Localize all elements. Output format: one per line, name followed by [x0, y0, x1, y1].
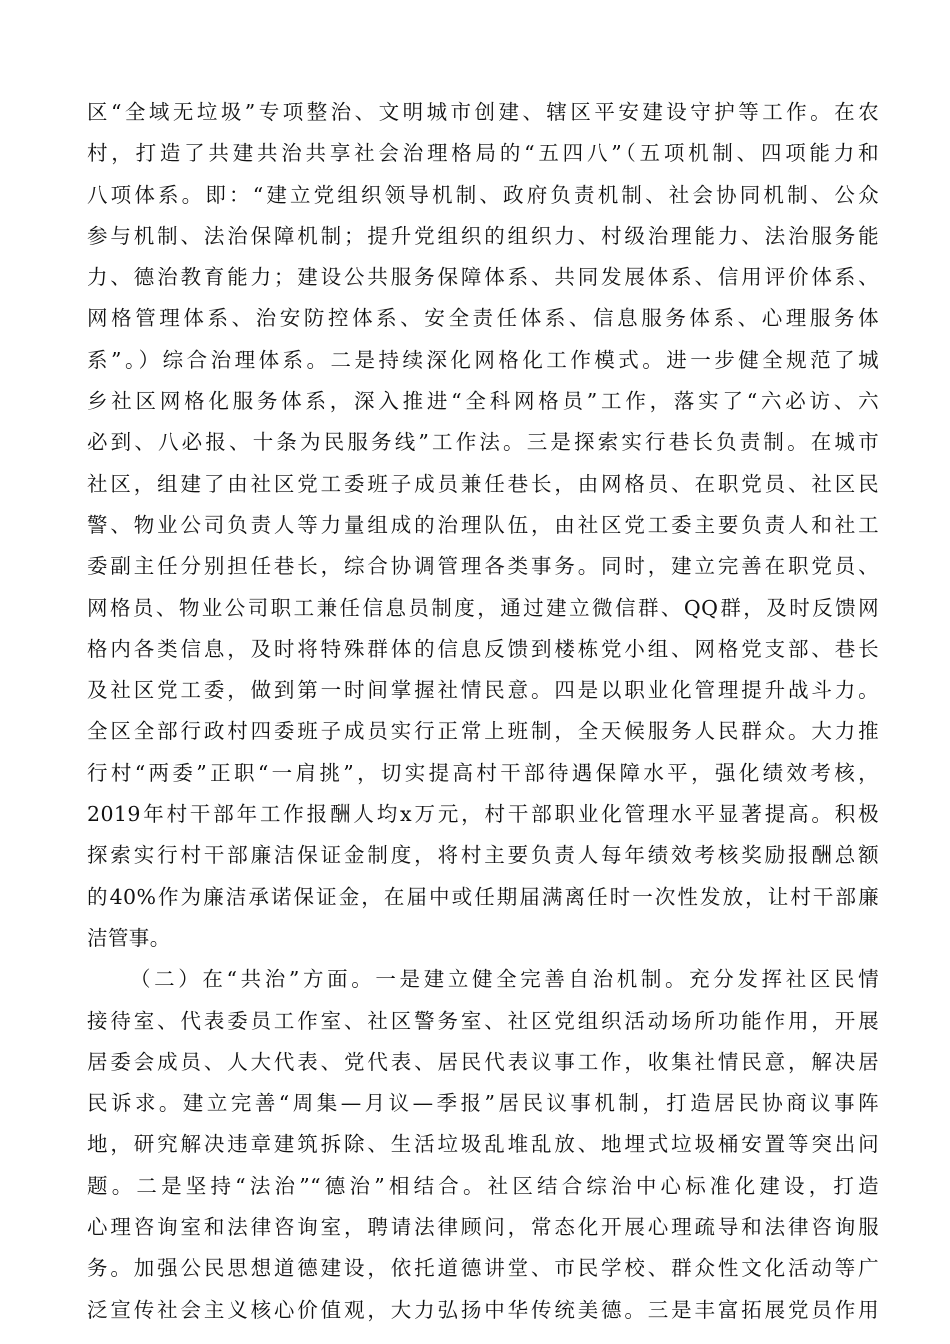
text-line: 民诉求。建立完善“周集—月议—季报”居民议事机制，打造居民协商议事阵 [87, 1091, 879, 1116]
text-line: 格内各类信息，及时将特殊群体的信息反馈到楼栋党小组、网格党支部、巷长 [87, 636, 879, 661]
text-line: 居委会成员、人大代表、党代表、居民代表议事工作，收集社情民意，解决居 [87, 1049, 879, 1074]
text-line: 题。二是坚持“法治”“德治”相结合。社区结合综治中心标准化建设，打造 [87, 1173, 879, 1198]
text-line: 八项体系。即：“建立党组织领导机制、政府负责机制、社会协同机制、公众 [87, 182, 879, 207]
text-line: （二）在“共治”方面。一是建立健全完善自治机制。充分发挥社区民情 [130, 967, 879, 992]
text-line: 泛宣传社会主义核心价值观，大力弘扬中华传统美德。三是丰富拓展党员作用 [87, 1297, 879, 1322]
text-line: 社区，组建了由社区党工委班子成员兼任巷长，由网格员、在职党员、社区民 [87, 471, 879, 496]
text-line: 全区全部行政村四委班子成员实行正常上班制，全天候服务人民群众。大力推 [87, 719, 879, 744]
text-line: 系”。）综合治理体系。二是持续深化网格化工作模式。进一步健全规范了城 [87, 347, 879, 372]
text-line: 村，打造了共建共治共享社会治理格局的“五四八”（五项机制、四项能力和 [87, 141, 879, 166]
text-line: 务。加强公民思想道德建设，依托道德讲堂、市民学校、群众性文化活动等广 [87, 1256, 879, 1281]
text-line: 委副主任分别担任巷长，综合协调管理各类事务。同时，建立完善在职党员、 [87, 554, 879, 579]
text-line: 心理咨询室和法律咨询室，聘请法律顾问，常态化开展心理疏导和法律咨询服 [87, 1215, 879, 1240]
text-line: 接待室、代表委员工作室、社区警务室、社区党组织活动场所功能作用，开展 [87, 1008, 879, 1033]
text-line: 网格管理体系、治安防控体系、安全责任体系、信息服务体系、心理服务体 [87, 306, 879, 331]
text-line: 行村“两委”正职“一肩挑”，切实提高村干部待遇保障水平，强化绩效考核， [87, 760, 879, 785]
text-line: 洁管事。 [87, 925, 171, 950]
text-line: 及社区党工委，做到第一时间掌握社情民意。四是以职业化管理提升战斗力。 [87, 678, 879, 703]
text-line: 的40%作为廉洁承诺保证金，在届中或任期届满离任时一次性发放，让村干部廉 [87, 884, 879, 909]
text-line: 参与机制、法治保障机制；提升党组织的组织力、村级治理能力、法治服务能 [87, 223, 879, 248]
text-line: 必到、八必报、十条为民服务线”工作法。三是探索实行巷长负责制。在城市 [87, 430, 879, 455]
text-line: 力、德治教育能力；建设公共服务保障体系、共同发展体系、信用评价体系、 [87, 265, 879, 290]
text-line: 探索实行村干部廉洁保证金制度，将村主要负责人每年绩效考核奖励报酬总额 [87, 843, 879, 868]
text-line: 2019年村干部年工作报酬人均x万元，村干部职业化管理水平显著提高。积极 [87, 802, 879, 827]
body-text [87, 92, 879, 1331]
text-line: 乡社区网格化服务体系，深入推进“全科网格员”工作，落实了“六必访、六 [87, 389, 879, 414]
text-line: 警、物业公司负责人等力量组成的治理队伍，由社区党工委主要负责人和社工 [87, 512, 879, 537]
text-line: 网格员、物业公司职工兼任信息员制度，通过建立微信群、QQ群，及时反馈网 [87, 595, 879, 620]
text-line: 区“全域无垃圾”专项整治、文明城市创建、辖区平安建设守护等工作。在农 [87, 100, 879, 124]
text-line: 地，研究解决违章建筑拆除、生活垃圾乱堆乱放、地埋式垃圾桶安置等突出问 [87, 1132, 879, 1157]
